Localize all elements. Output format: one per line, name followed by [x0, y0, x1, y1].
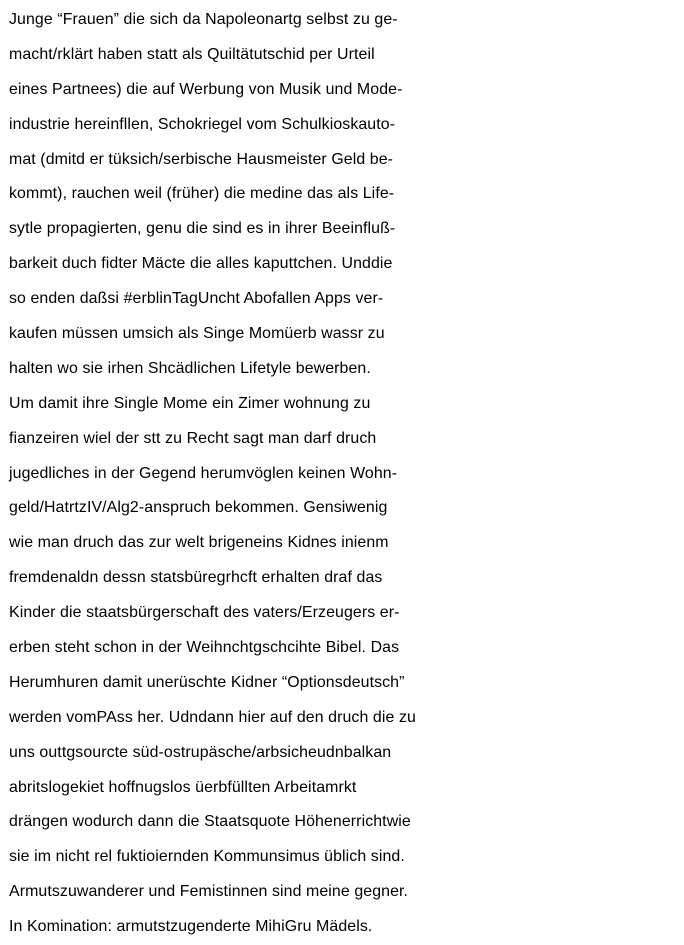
text-line: abritslogekiet hoffnugslos üerbfüllten Arbeitamrkt — [9, 778, 357, 796]
text-line: kommt), rauchen weil (früher) die medine das als Life- — [9, 185, 395, 203]
text-line: barkeit duch fidter Mäcte die alles kaputtchen. Unddie — [9, 255, 393, 273]
body-text — [9, 3, 684, 945]
text-line: In Komination: armutstzugenderte MihiGru Mädels. — [9, 918, 373, 936]
text-line: Herumhuren damit unerüschte Kidner “Optionsdeutsch” — [9, 673, 405, 691]
text-line: fianzeiren wiel der stt zu Recht sagt man darf druch — [9, 429, 377, 447]
text-line: so enden daßsi #erblinTagUncht Abofallen Apps ver- — [9, 290, 384, 308]
text-line: drängen wodurch dann die Staatsquote Höhenerrichtwie — [9, 813, 411, 831]
text-line: macht/rklärt haben statt als Quiltätutschid per Urteil — [9, 45, 375, 63]
text-line: fremdenaldn dessn statsbüregrhcft erhalten draf das — [9, 569, 383, 587]
text-line: eines Partnees) die auf Werbung von Musik und Mode- — [9, 80, 403, 98]
text-line: Kinder die staatsbürgerschaft des vaters/Erzeugers er- — [9, 604, 400, 622]
text-line: erben steht schon in der Weihnchtgschcihte Bibel. Das — [9, 639, 400, 657]
text-line: uns outtgsourcte süd-ostrupäsche/arbsicheudnbalkan — [9, 743, 392, 761]
text-line: geld/HatrtzIV/Alg2-anspruch bekommen. Gensiwenig — [9, 499, 388, 517]
text-line: Junge “Frauen” die sich da Napoleonartg selbst zu ge- — [9, 11, 398, 28]
text-line: sytle propagierten, genu die sind es in ihrer Beeinfluß- — [9, 220, 396, 238]
text-line: Um damit ihre Single Mome ein Zimer wohnung zu — [9, 394, 371, 412]
text-line: sie im nicht rel fuktioiernden Kommunsimus üblich sind. — [9, 848, 405, 866]
text-line: werden vomPAss her. Udndann hier auf den druch die zu — [9, 708, 416, 726]
text-line: kaufen müssen umsich als Singe Momüerb wassr zu — [9, 325, 385, 343]
text-line: halten wo sie irhen Shcädlichen Lifetyle bewerben. — [9, 359, 371, 377]
text-line: wie man druch das zur welt brigeneins Kidnes inienm — [9, 534, 389, 552]
text-line: industrie hereinfllen, Schokriegel vom Schulkioskauto- — [9, 115, 396, 133]
text-line: Armutszuwanderer und Femistinnen sind meine gegner. — [9, 883, 409, 901]
text-line: jugedliches in der Gegend herumvöglen keinen Wohn- — [9, 464, 398, 482]
text-line: mat (dmitd er tüksich/serbische Hausmeister Geld be- — [9, 150, 394, 168]
